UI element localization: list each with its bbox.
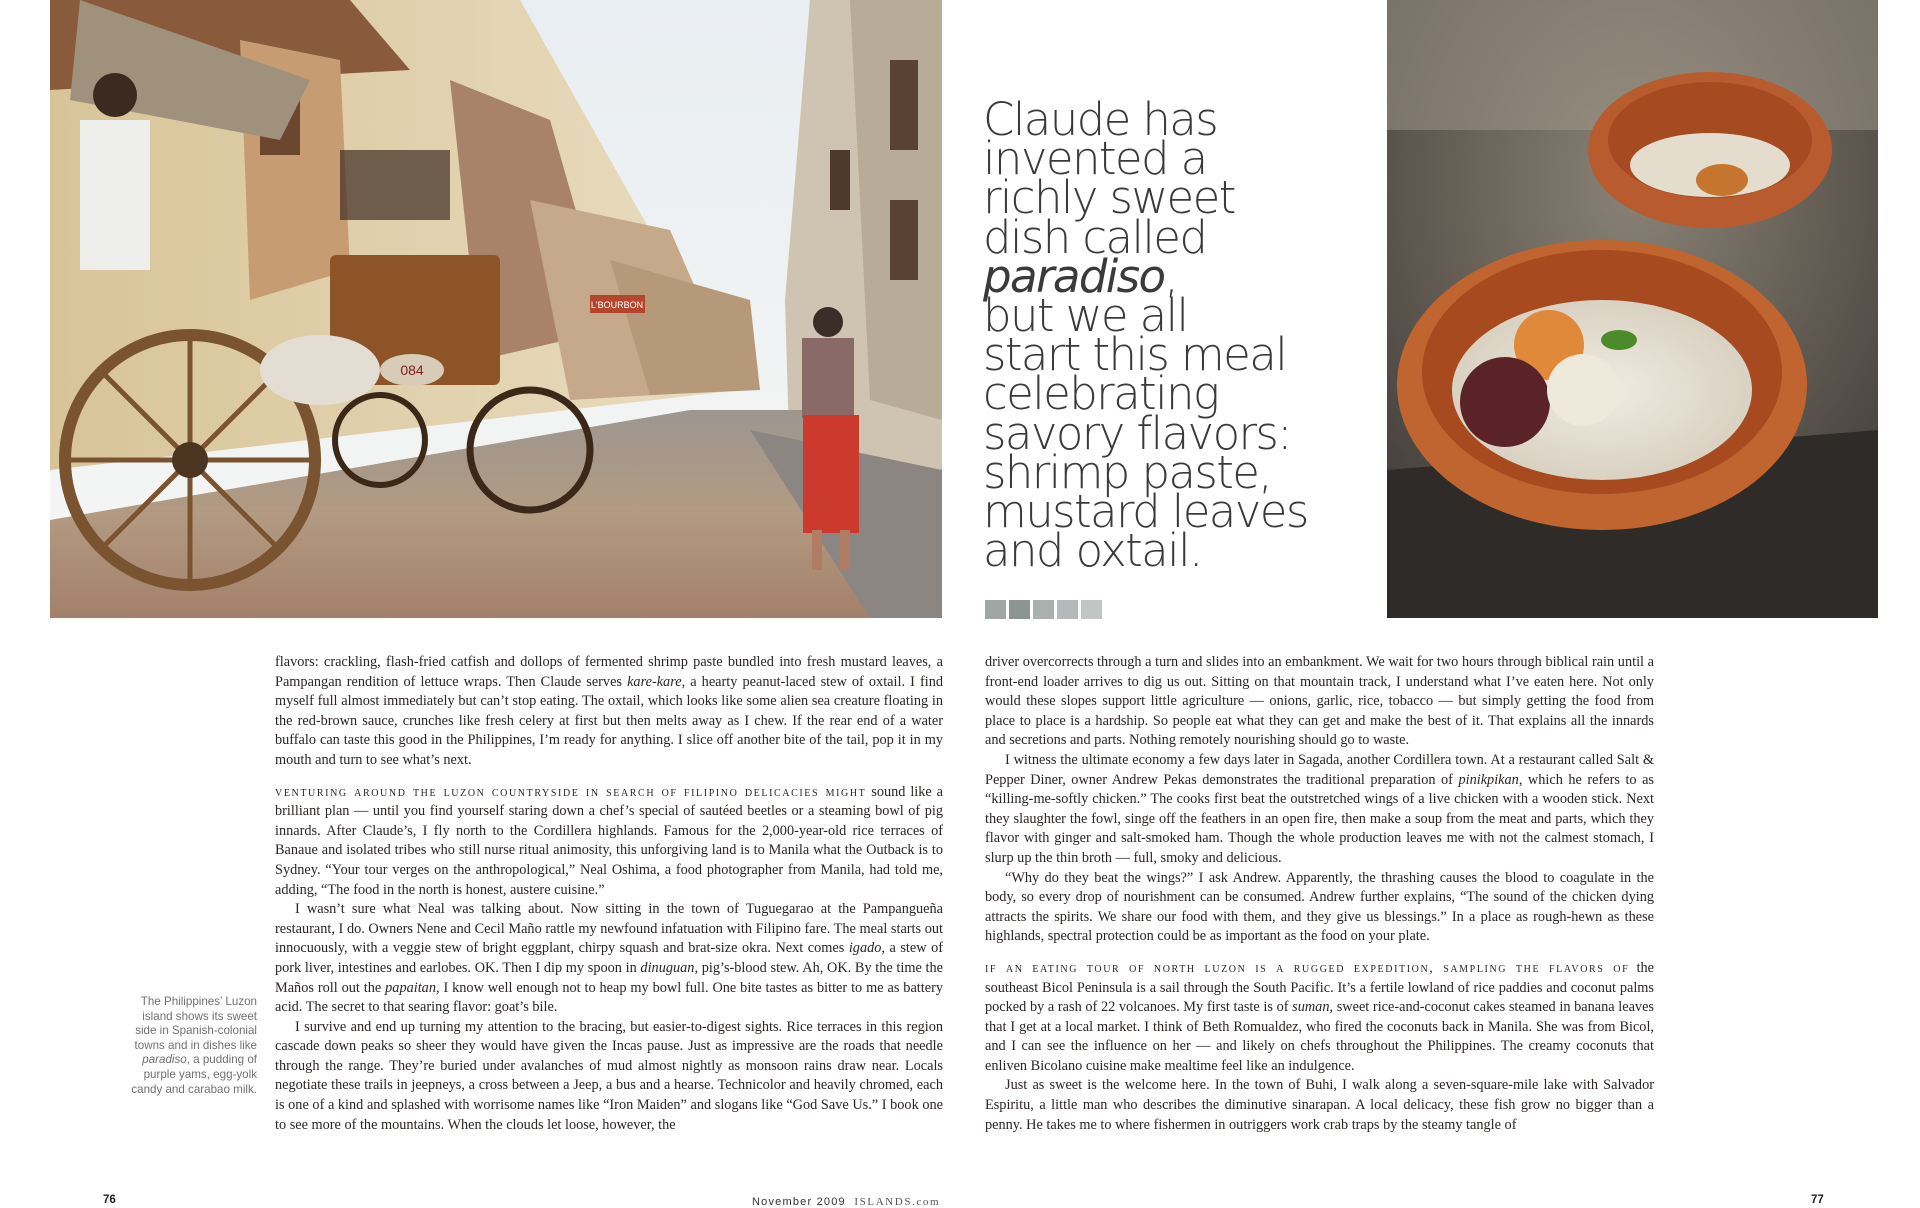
pull-quote-line: mustard leaves <box>983 485 1308 539</box>
street-scene-photo <box>50 0 942 618</box>
article-paragraph: if an eating tour of north luzon is a rugged expedition, sampling the flavors of the southeast Bicol Peninsula is a sail through the South Pacific. It’s a fertile lowland of rice paddies and coconut palms pocked by a rash of 22 volcanoes. My first taste is of suman, sweet rice-and-coconut cakes steamed in banana leaves that I get at a local market. I think of Beth Romualdez, who fired the coconuts back in Manila. She was from Bicol, and I can see the influence on her — and likely on chefs throughout the Philippines. The creamy coconuts that enliven Bicolano cuisine make mealtime feel like an indulgence. <box>985 959 1654 1074</box>
pull-quote-line: richly sweet <box>983 171 1235 225</box>
ornament-square <box>1081 600 1102 619</box>
ornament-square <box>1009 600 1030 619</box>
carriage-plate-number: 084 <box>400 362 424 378</box>
article-paragraph: flavors: crackling, flash-fried catfish and dollops of fermented shrimp paste bundled into fresh mustard leaves, a Pampangan rendition of lettuce wraps. Then Claude serves kare-kare, a hearty peanut-laced stew of oxtail. I find myself full almost immediately but can’t stop eating. The oxtail, which looks like some alien sea creature floating in the red-brown sauce, crunches like fresh celery at first but then melts away as I chew. If the rear end of a water buffalo can taste this good in the Philippines, I’m ready for anything. I slice off another bite of the tail, pop it in my mouth and turn to see what’s next. <box>275 654 943 768</box>
article-paragraph: driver overcorrects through a turn and slides into an embankment. We wait for two hours through biblical rain until a front-end loader arrives to dig us out. Sitting on that mountain track, I understand what I’ve eaten here. Not only would these slopes support little agriculture — onions, garlic, rice, tobacco — but simply getting the food from place to place is a hardship. So people eat what they can get and make the best of it. That explains all the innards and secretions and parts. Nothing remotely nourishing should go to waste. <box>985 654 1654 749</box>
pull-quote-line: celebrating <box>983 367 1219 421</box>
pull-quote-line: and oxtail. <box>983 524 1202 578</box>
ornament-square <box>1033 600 1054 619</box>
article-paragraph: I survive and end up turning my attention to the bracing, but easier-to-digest sights. Rice terraces in this region cascade down peaks so sheer they would have given the Incas pause. Just as impressive are the roads that needle through the range. They’re buried under avalanches of mud almost nightly as monsoon rains draw near. Locals negotiate these trails in jeepneys, a cross between a Jeep, a bus and a hearse. Technicolor and heavily chromed, each is one of a kind and splashed with worrisome names like “Iron Maiden” and slogans like “God Save Us.” I book one to see more of the mountains. When the clouds let loose, however, the <box>275 1018 943 1133</box>
pull-quote-line: shrimp paste, <box>983 445 1272 499</box>
shop-sign: L'BOURBON <box>590 300 644 310</box>
page-number-left: 76 <box>103 1194 116 1206</box>
pull-quote-line: Claude has <box>983 93 1218 146</box>
pull-quote-italic: paradiso <box>983 249 1165 303</box>
pull-quote-ornament <box>985 600 1102 619</box>
pull-quote-line: savory flavors: <box>983 406 1291 460</box>
pull-quote-comma: , <box>1164 249 1178 303</box>
article-column-left <box>275 653 943 1135</box>
pull-quote-line: start this meal <box>983 328 1287 382</box>
ornament-square <box>985 600 1006 619</box>
pull-quote-line: invented a <box>983 132 1207 186</box>
pull-quote-line: but we all <box>983 289 1188 343</box>
pull-quote <box>983 93 1363 578</box>
issue-line <box>752 1196 940 1208</box>
pull-quote-line: dish called <box>983 210 1207 264</box>
ornament-square <box>1057 600 1078 619</box>
issue-date: November 2009 <box>752 1196 846 1208</box>
article-paragraph: I wasn’t sure what Neal was talking about. Now sitting in the town of Tuguegarao at the Pampangueña restaurant, I do. Owners Nene and Cecil Maño rattle my newfound infatuation with Filipino fare. The meal starts out innocuously, with a veggie stew of bright eggplant, chirpy squash and brat-size okra. Next comes igado, a stew of pork liver, intestines and earlobes. OK. Then I dip my spoon in dinuguan, pig’s-blood stew. Ah, OK. By the time the Maños roll out the papaitan, I know well enough not to heap my bowl full. One bite tastes as bitter to me as battery acid. The secret to that searing flavor: goat’s bile. <box>275 901 943 1016</box>
article-column-right <box>985 653 1654 1135</box>
article-paragraph: Just as sweet is the welcome here. In the town of Buhi, I walk along a seven-square-mile lake with Salvador Espiritu, a little man who describes the diminutive sinarapan. A local delicacy, these fish grow no bigger than a penny. He takes me to where fishermen in outriggers work crab traps by the steamy tangle of <box>985 1077 1654 1133</box>
article-paragraph: “Why do they beat the wings?” I ask Andrew. Apparently, the thrashing causes the blood to coagulate in the body, so every drop of nourishment can be consumed. Andrew further explains, “The sound of the chicken dying attracts the spirits. We share our food with them, and they give us blessings.” In a place as rough-hewn as these highlands, spectral protection could be as important as the food on your plate. <box>985 869 1654 945</box>
magazine-site: ISLANDS.com <box>854 1196 941 1208</box>
dessert-bowls-photo <box>1387 0 1878 618</box>
page-number-right: 77 <box>1811 1194 1824 1206</box>
article-paragraph: I witness the ultimate economy a few days later in Sagada, another Cordillera town. At a restaurant called Salt & Pepper Diner, owner Andrew Pekas demonstrates the traditional preparation of pinikpikan, which he refers to as “killing-me-softly chicken.” The cooks first beat the outstretched wings of a live chicken with a wooden stick. Next they slaughter the fowl, singe off the feathers in an open fire, then make a soup from the meat and parts, which they flavor with ginger and salt-smoked ham. Though the whole production leaves me with not the calmest stomach, I slurp up the thin broth — full, smoky and delicious. <box>985 751 1654 866</box>
section-lead-in: venturing around the luzon countryside in search of filipino delicacies might <box>275 784 867 800</box>
article-paragraph: venturing around the luzon countryside in search of filipino delicacies might sound like a brilliant plan — until you find yourself staring down a chef’s special of sautéed beetles or a steaming bowl of pig innards. After Claude’s, I fly north to the Cordillera highlands. Famous for the 2,000-year-old rice terraces of Banaue and isolated tribes who still nurse ritual animosity, this unforgiving land is to Manila what the Outback is to Sydney. “Your tour verges on the anthropological,” Neal Oshima, a food photographer from Manila, had told me, adding, “The food in the north is honest, austere cuisine.” <box>275 783 943 898</box>
section-lead-in: if an eating tour of north luzon is a rugged expedition, sampling the flavors of <box>985 960 1630 976</box>
photo-caption: The Philippines’ Luzon island shows its sweet side in Spanish-colonial towns and in dishes like paradiso, a pudding of purple yams, egg-yolk candy and carabao milk. <box>131 995 257 1096</box>
